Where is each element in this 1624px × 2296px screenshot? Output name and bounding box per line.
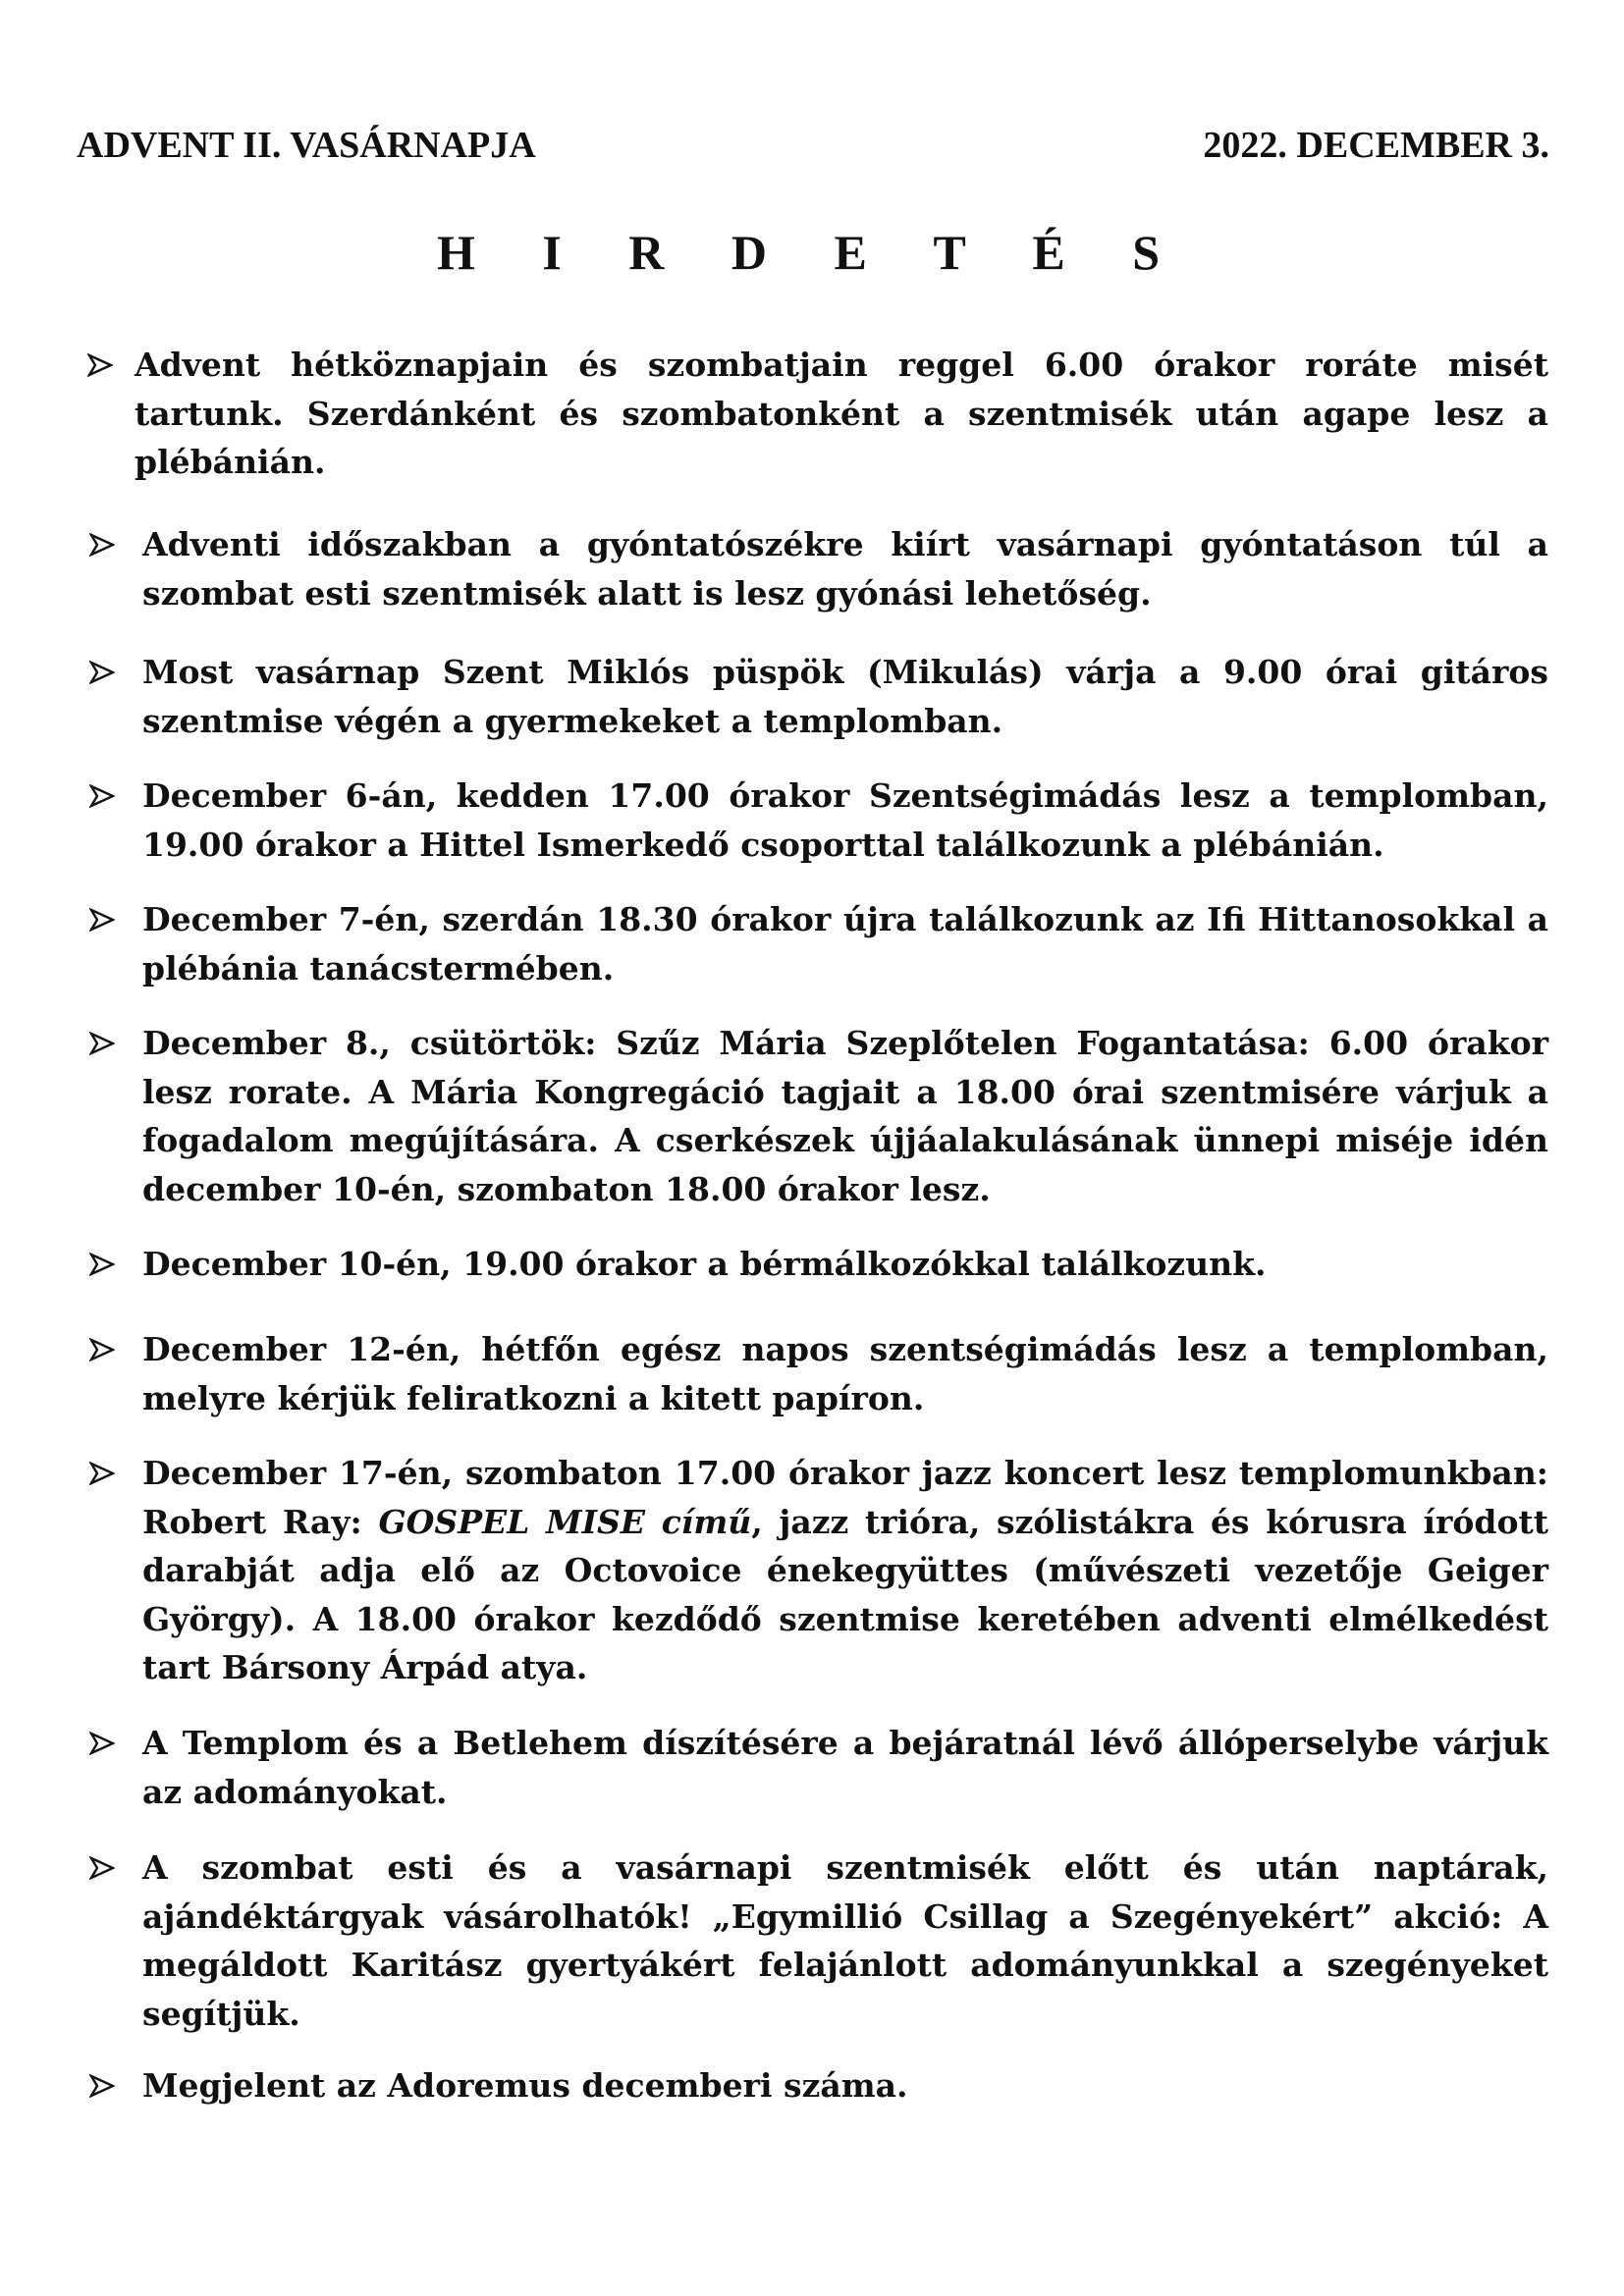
announcement-text: Most vasárnap Szent Miklós püspök (Mikulás) várja a 9.00 órai gitáros szentmise végén a gyermekeket a templomban.	[142, 653, 1548, 740]
arrowhead-bullet-icon	[89, 772, 119, 821]
announcement-text: December 8., csütörtök: Szűz Mária Szeplőtelen Fogantatása: 6.00 órakor lesz rorate. A Mária Kongregáció tagjait a 18.00 órai szentmisére várjuk a fogadalom megújítására. A cserkészek újjáalakulásának ünnepi miséje idén december 10-én, szombaton 18.00 órakor lesz.	[142, 1024, 1548, 1208]
announcement-text: Adventi időszakban a gyóntatószékre kiírt vasárnapi gyóntatáson túl a szombat esti szentmisék alatt is lesz gyónási lehetőség.	[142, 525, 1548, 613]
arrowhead-bullet-icon	[87, 341, 117, 390]
announcement-item	[142, 1719, 1548, 1816]
arrowhead-bullet-icon	[89, 1449, 119, 1498]
announcement-item	[142, 648, 1548, 745]
announcement-item	[142, 895, 1548, 992]
announcement-item	[135, 341, 1548, 487]
announcement-item	[142, 1240, 1548, 1289]
page-title: H I R D E T É S	[436, 225, 1188, 280]
arrowhead-bullet-icon	[89, 648, 119, 697]
announcement-text: December 7-én, szerdán 18.30 órakor újra találkozunk az Ifi Hittanosokkal a plébánia tanácstermében.	[142, 900, 1548, 988]
announcement-text: A Templom és a Betlehem díszítésére a bejáratnál lévő állóperselybe várjuk az adományokat.	[142, 1724, 1548, 1811]
announcement-text: December 6-án, kedden 17.00 órakor Szentségimádás lesz a templomban, 19.00 órakor a Hittel Ismerkedő csoporttal találkozunk a plébánián.	[142, 776, 1548, 864]
arrowhead-bullet-icon	[89, 1325, 119, 1374]
announcement-text-part: , jazz trióra, szólistákra és kórusra íródott darabját adja elő az Octovoice énekegyüttes (művészeti vezetője Geiger György). A 18.00 órakor kezdődő szentmise keretében adventi elmélkedést tart Bársony Árpád atya.	[142, 1502, 1548, 1686]
arrowhead-bullet-icon	[89, 1240, 119, 1289]
arrowhead-bullet-icon	[89, 1019, 119, 1068]
announcement-item	[142, 1325, 1548, 1422]
announcement-text-part: December 17-én, szombaton 17.00 órakor jazz koncert lesz templomunkban: Robert Ray:	[142, 1454, 1548, 1541]
announcement-text: Megjelent az Adoremus decemberi száma.	[142, 2066, 908, 2105]
announcement-item	[142, 520, 1548, 617]
liturgical-day: ADVENT II. VASÁRNAPJA	[77, 125, 536, 166]
announcement-text: December 12-én, hétfőn egész napos szentségimádás lesz a templomban, melyre kérjük feliratkozni a kitett papíron.	[142, 1330, 1548, 1417]
arrowhead-bullet-icon	[89, 1719, 119, 1768]
announcement-item	[142, 1019, 1548, 1213]
announcement-item	[142, 1843, 1548, 2038]
announcement-item	[142, 2061, 1548, 2110]
arrowhead-bullet-icon	[89, 1843, 119, 1893]
announcement-item	[142, 772, 1548, 869]
arrowhead-bullet-icon	[89, 2061, 119, 2110]
arrowhead-bullet-icon	[89, 895, 119, 944]
announcement-text: Advent hétköznapjain és szombatjain reggel 6.00 órakor roráte misét tartunk. Szerdánként és szombatonként a szentmisék után agape lesz a plébánián.	[135, 346, 1548, 481]
announcement-item	[142, 1449, 1548, 1692]
announcement-text: A szombat esti és a vasárnapi szentmisék előtt és után naptárak, ajándéktárgyak vásárolhatók! „Egymillió Csillag a Szegényekért” akció: A megáldott Karitász gyertyákért felajánlott adományunkkal a szegényeket segítjük.	[142, 1848, 1548, 2033]
arrowhead-bullet-icon	[89, 520, 119, 569]
date: 2022. DECEMBER 3.	[1203, 125, 1549, 166]
announcement-text: December 10-én, 19.00 órakor a bérmálkozókkal találkozunk.	[142, 1245, 1267, 1283]
announcement-text-italic: GOSPEL MISE című	[378, 1502, 752, 1541]
page-header	[77, 124, 1549, 173]
